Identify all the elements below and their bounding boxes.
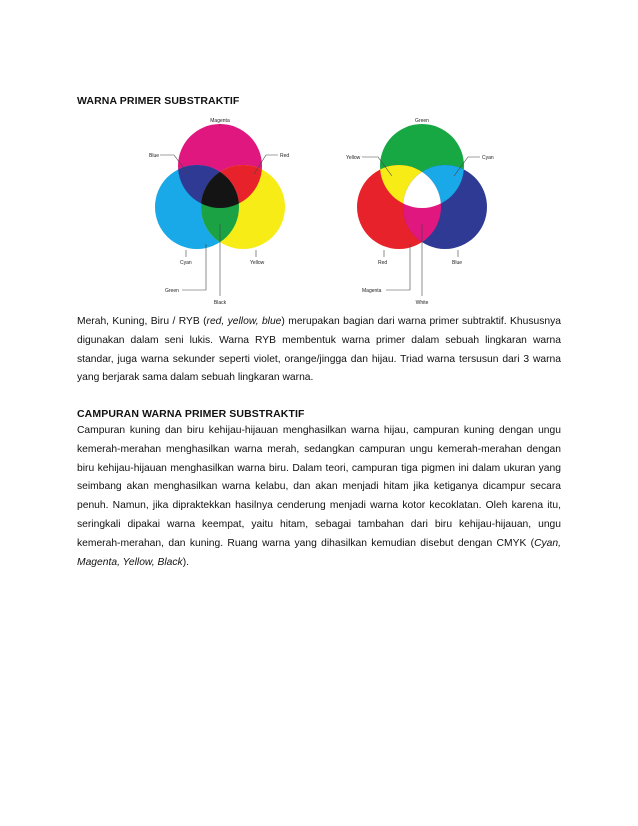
label-red: Red (280, 153, 290, 159)
label-cyan-right: Cyan (482, 155, 494, 161)
paragraph-mixing: Campuran kuning dan biru kehijau-hijauan menghasilkan warna hijau, campuran kuning dengan ungu kemerah-merahan menghasilkan warna merah, sedangkan campuran ungu kemerah-merahan dengan biru kehijau-hijauan menghasilkan warna biru. Dalam teori, campuran tiga pigmen ini dalam ukuran yang seimbang akan menghasilkan warna kelabu, dan akan menjadi hitam jika ketiganya dicampur secara penuh. Namun, jika dipraktekkan hasilnya cenderung menjadi warna kotor kecoklatan. Oleh karena itu, seringkali dipakai warna keempat, yaitu hitam, sebagai tambahan dari biru kehijau-hijauan, ungu kemerah-merahan, dan kuning. Ruang warna yang dihasilkan kemudian disebut dengan CMYK (Cyan, Magenta, Yellow, Black). (77, 425, 561, 568)
subtractive-color-diagram (140, 112, 305, 312)
label-green-top: Green (415, 118, 429, 124)
section-heading-mixing: CAMPURAN WARNA PRIMER SUBSTRAKTIF (77, 408, 305, 420)
label-cyan: Cyan (180, 260, 192, 266)
label-magenta: Magenta (210, 118, 230, 124)
label-green: Green (165, 288, 179, 294)
label-white: White (415, 300, 429, 306)
label-red-bottom: Red (378, 260, 388, 266)
label-yellow-left: Yellow (346, 155, 361, 161)
label-blue: Blue (149, 153, 160, 159)
label-blue-bottom: Blue (452, 260, 463, 266)
paragraph-ryb: Merah, Kuning, Biru / RYB (red, yellow, blue) merupakan bagian dari warna primer subtraktif. Khususnya digunakan dalam seni lukis. Warna RYB membentuk warna primer dalam sebuah lingkaran warna standar, juga warna sekunder seperti violet, orange/jingga dan hijau. Triad warna tersusun dari 3 warna yang berjarak sama dalam sebuah lingkaran warna. (77, 316, 561, 384)
label-yellow: Yellow (250, 260, 265, 266)
label-black: Black (213, 300, 227, 306)
label-magenta-bottom: Magenta (362, 288, 382, 294)
additive-color-diagram (340, 112, 505, 312)
section-heading-primary: WARNA PRIMER SUBSTRAKTIF (77, 95, 240, 107)
